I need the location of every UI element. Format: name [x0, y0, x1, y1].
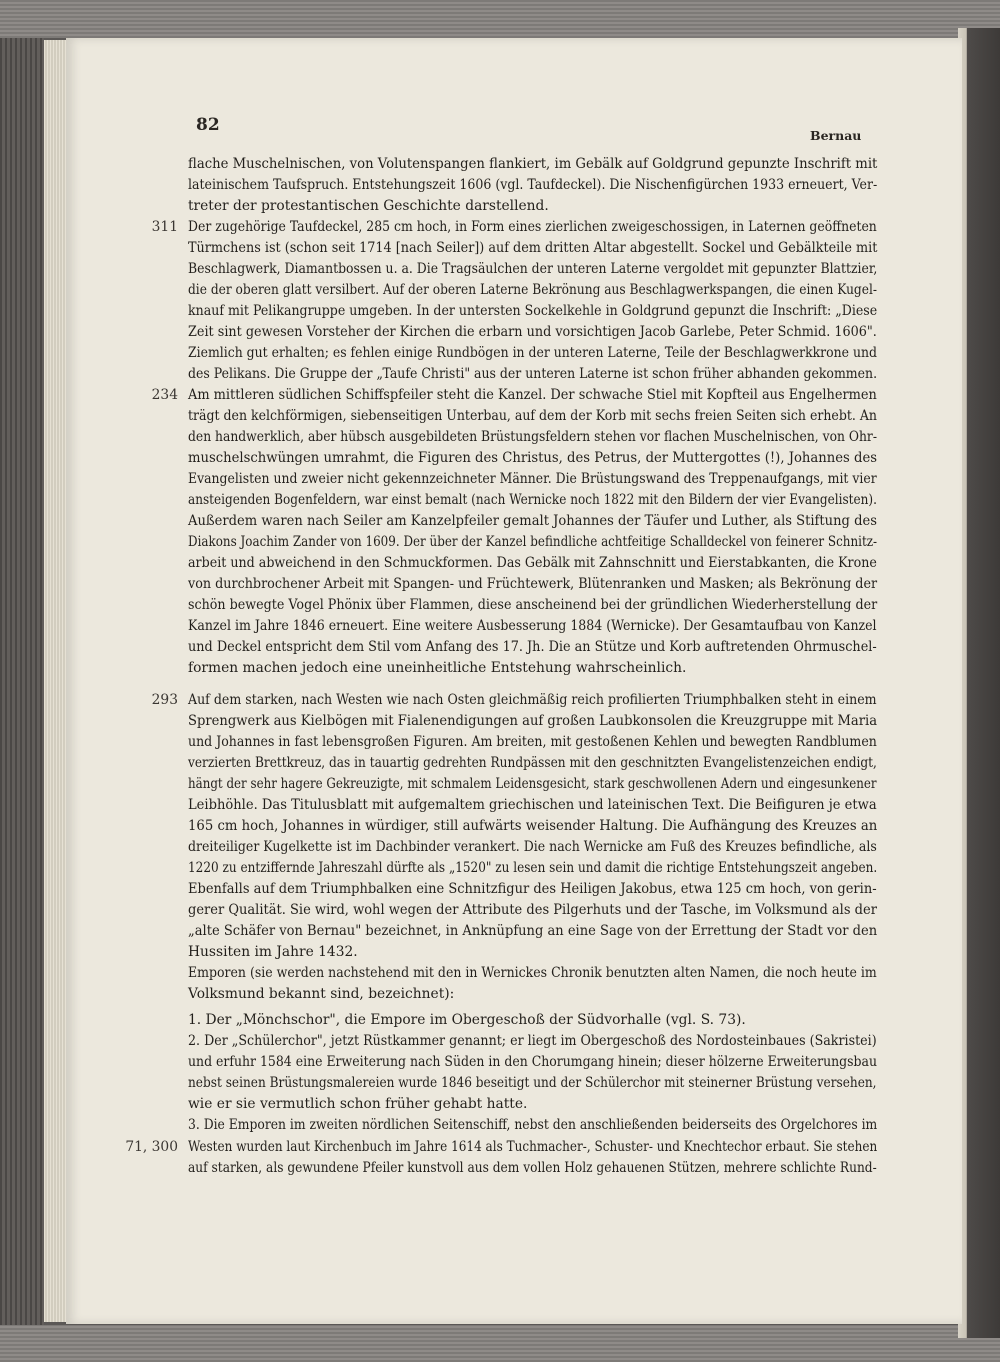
page-edges	[44, 40, 66, 1322]
text-line: trägt den kelchförmigen, siebenseitigen Unterbau, auf dem der Korb mit sechs freien Seiten sich erhebt. An	[188, 408, 877, 424]
margin-note: 293	[151, 692, 178, 708]
text-line: die der oberen glatt versilbert. Auf der oberen Laterne Bekrönung aus Beschlagwerkspangen, die einen Kugel-	[188, 282, 877, 298]
text-line: und erfuhr 1584 eine Erweiterung nach Süden in den Chorumgang hinein; dieser hölzerne Erweiterungsbau	[188, 1054, 877, 1070]
text-line: „alte Schäfer von Bernau" bezeichnet, in Anknüpfung an eine Sage von der Errettung der Stadt vor den	[188, 923, 878, 939]
text-line: Evangelisten und zweier nicht gekennzeichneter Männer. Die Brüstungswand des Treppenaufgangs, mit vier	[188, 471, 877, 487]
text-line: von durchbrochener Arbeit mit Spangen- und Früchtewerk, Blütenranken und Masken; als Bekrönung der	[188, 576, 878, 592]
text-line: Sprengwerk aus Kielbögen mit Fialenendigungen auf großen Laubkonsolen die Kreuzgruppe mit Maria	[188, 713, 878, 729]
text-line: Der zugehörige Taufdeckel, 285 cm hoch, in Form eines zierlichen zweigeschossigen, in Laternen geöffneten	[188, 219, 877, 235]
text-line: auf starken, als gewundene Pfeiler kunstvoll aus dem vollen Holz gehauenen Stützen, mehrere schlichte Rund-	[188, 1160, 877, 1176]
text-line: Diakons Joachim Zander von 1609. Der über der Kanzel befindliche achtfeitige Schalldeckel von feinerer Schnitz-	[188, 534, 878, 550]
text-line: arbeit und abweichend in den Schmuckformen. Das Gebälk mit Zahnschnitt und Eierstabkanten, die Krone	[188, 555, 877, 571]
running-head: Bernau	[810, 128, 862, 143]
text-line: formen machen jedoch eine uneinheitliche Entstehung wahrscheinlich.	[188, 660, 687, 676]
text-line: und Johannes in fast lebensgroßen Figuren. Am breiten, mit gestoßenen Kehlen und bewegten Randblumen	[188, 734, 877, 750]
text-line: knauf mit Pelikangruppe umgeben. In der untersten Sockelkehle in Goldgrund gepunzt die Inschrift: „Diese	[188, 303, 878, 319]
text-line: treter der protestantischen Geschichte darstellend.	[188, 198, 549, 214]
text-line: muschelschwüngen umrahmt, die Figuren des Christus, des Petrus, der Muttergottes (!), Johannes des	[188, 450, 878, 466]
text-line: lateinischem Taufspruch. Entstehungszeit 1606 (vgl. Taufdeckel). Die Nischenfigürchen 1933 erneuert, Ver-	[188, 177, 878, 193]
margin-note: 311	[151, 219, 178, 235]
text-line: 3. Die Emporen im zweiten nördlichen Seitenschiff, nebst den anschließenden beiderseits des Orgelchores im	[188, 1117, 878, 1133]
text-line: nebst seinen Brüstungsmalereien wurde 1846 beseitigt und der Schülerchor mit steinerner Brüstung versehen,	[188, 1075, 877, 1091]
text-line: Beschlagwerk, Diamantbossen u. a. Die Tragsäulchen der unteren Laterne vergoldet mit gepunzter Blattzier,	[188, 261, 878, 277]
text-line: Leibhöhle. Das Titulusblatt mit aufgemaltem griechischen und lateinischen Text. Die Beifiguren je etwa	[188, 797, 877, 813]
text-line: Zeit sint gewesen Vorsteher der Kirchen die erbarn und vorsichtigen Jacob Garlebe, Peter Schmid. 1606".	[188, 324, 877, 340]
text-line: ansteigenden Bogenfeldern, war einst bemalt (nach Wernicke noch 1822 mit den Bildern der vier Evangelisten).	[188, 492, 877, 508]
text-line: Ebenfalls auf dem Triumphbalken eine Schnitzfigur des Heiligen Jakobus, etwa 125 cm hoch, von gerin-	[188, 881, 877, 897]
text-line: Auf dem starken, nach Westen wie nach Osten gleichmäßig reich profilierten Triumphbalken steht in einem	[188, 692, 877, 708]
text-line: 1. Der „Mönchschor", die Empore im Obergeschoß der Südvorhalle (vgl. S. 73).	[188, 1012, 746, 1028]
text-line: Kanzel im Jahre 1846 erneuert. Eine weitere Ausbesserung 1884 (Wernicke). Der Gesamtaufbau von Kanzel	[188, 618, 877, 634]
text-line: des Pelikans. Die Gruppe der „Taufe Christi" aus der unteren Laterne ist schon früher abhanden gekommen.	[188, 366, 878, 382]
text-line: Hussiten im Jahre 1432.	[188, 944, 358, 960]
text-line: 165 cm hoch, Johannes in würdiger, still aufwärts weisender Haltung. Die Aufhängung des Kreuzes an	[188, 818, 878, 834]
text-line: verzierten Brettkreuz, das in tauartig gedrehten Rundpässen mit den geschnitzten Evangelistenzeichen endigt,	[188, 755, 877, 771]
text-line: Westen wurden laut Kirchenbuch im Jahre 1614 als Tuchmacher-, Schuster- und Knechtechor erbaut. Sie stehen	[188, 1139, 878, 1155]
margin-note: 71, 300	[125, 1139, 178, 1155]
text-line: schön bewegte Vogel Phönix über Flammen, diese anscheinend bei der gründlichen Wiederherstellung der	[188, 597, 878, 613]
text-line: dreiteiliger Kugelkette ist im Dachbinder verankert. Die nach Wernicke am Fuß des Kreuzes befindliche, als	[188, 839, 877, 855]
text-line: flache Muschelnischen, von Volutenspangen flankiert, im Gebälk auf Goldgrund gepunzte Inschrift mit	[188, 156, 878, 172]
book-cover-cloth-left	[0, 0, 44, 1362]
text-line: Außerdem waren nach Seiler am Kanzelpfeiler gemalt Johannes der Täufer und Luther, als Stiftung des	[188, 513, 877, 529]
book-board-right	[958, 28, 1000, 1338]
text-line: Türmchens ist (schon seit 1714 [nach Seiler]) auf dem dritten Altar abgestellt. Sockel und Gebälkteile mit	[188, 240, 878, 256]
text-line: Emporen (sie werden nachstehend mit den in Wernickes Chronik benutzten alten Namen, die noch heute im	[188, 965, 877, 981]
text-line: hängt der sehr hagere Gekreuzigte, mit schmalem Leidensgesicht, stark geschwollenen Adern und eingesunkener	[188, 776, 877, 792]
book-cover-cloth-bottom	[0, 1325, 1000, 1362]
book-cover-cloth-top	[0, 0, 1000, 38]
text-line: 2. Der „Schülerchor", jetzt Rüstkammer genannt; er liegt im Obergeschoß des Nordosteinbaues (Sakristei)	[188, 1033, 877, 1049]
page-number: 82	[196, 115, 220, 135]
text-line: gerer Qualität. Sie wird, wohl wegen der Attribute des Pilgerhuts und der Tasche, im Volksmund als der	[188, 902, 877, 918]
text-line: Ziemlich gut erhalten; es fehlen einige Rundbögen in der unteren Laterne, Teile der Beschlagwerkkrone und	[188, 345, 877, 361]
text-line: 1220 zu entziffernde Jahreszahl dürfte als „1520" zu lesen sein und damit die richtige Entstehungszeit angeben.	[188, 860, 878, 876]
text-line: den handwerklich, aber hübsch ausgebildeten Brüstungsfeldern stehen vor flachen Muschelnischen, von Ohr-	[188, 429, 877, 445]
text-line: und Deckel entspricht dem Stil vom Anfang des 17. Jh. Die an Stütze und Korb auftretenden Ohrmuschel-	[188, 639, 877, 655]
text-line: Volksmund bekannt sind, bezeichnet):	[188, 986, 455, 1002]
text-line: wie er sie vermutlich schon früher gehabt hatte.	[188, 1096, 528, 1112]
margin-note: 234	[151, 387, 178, 403]
text-line: Am mittleren südlichen Schiffspfeiler steht die Kanzel. Der schwache Stiel mit Kopfteil aus Engelhermen	[188, 387, 877, 403]
